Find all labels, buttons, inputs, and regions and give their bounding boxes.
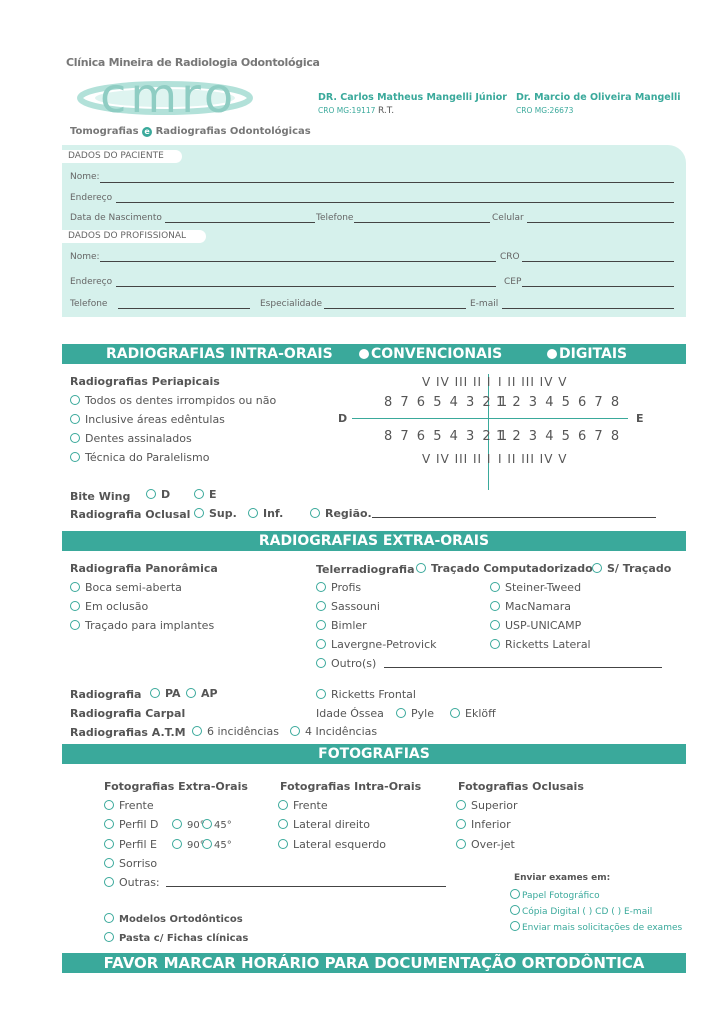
patient-section-tab: DADOS DO PACIENTE (62, 150, 182, 163)
pan-option-1[interactable] (70, 581, 182, 595)
fotos-extra-heading: Fotografias Extra-Orais (104, 780, 248, 793)
roman-right-top[interactable]: V IV III II I (422, 375, 492, 389)
oclusal-regiao-option[interactable] (310, 507, 372, 521)
intra-title: RADIOGRAFIAS INTRA-ORAIS (106, 346, 333, 362)
prof-email-field[interactable] (502, 308, 674, 309)
radio-icon (194, 508, 204, 518)
perfil-d-90-option[interactable] (172, 819, 205, 833)
radio-icon (104, 839, 114, 849)
option-label: Superior (471, 799, 518, 812)
carpal-label: Radiografia Carpal (70, 707, 186, 720)
option-label: D (161, 488, 171, 501)
option-label: Bimler (331, 619, 367, 632)
radio-icon (490, 639, 500, 649)
prof-cep-label: CEP (504, 277, 522, 287)
roman-left-top[interactable]: I II III IV V (498, 375, 568, 389)
patient-endereco-field[interactable] (116, 202, 674, 203)
pan-option-3[interactable] (70, 619, 214, 633)
option-label: Steiner-Tweed (505, 581, 582, 594)
clinic-name: Clínica Mineira de Radiologia Odontológica (66, 56, 320, 69)
perfil-e-45-option[interactable] (202, 839, 232, 853)
option-label: Sorriso (119, 857, 158, 870)
tele-left-3[interactable] (316, 619, 367, 633)
radio-icon (416, 563, 426, 573)
doctor-1-rt: R.T. (378, 106, 395, 116)
option-label: Enviar mais solicitações de exames (522, 923, 683, 933)
sem-tracado-option[interactable] (592, 562, 671, 576)
radio-icon (490, 620, 500, 630)
digitais-label: DIGITAIS (559, 346, 628, 362)
periapical-option-4[interactable] (70, 451, 209, 465)
doctor-1-name: DR. Carlos Matheus Mangelli Júnior (318, 92, 507, 103)
patient-nome-field[interactable] (100, 182, 674, 183)
option-label: Inferior (471, 818, 511, 831)
radio-icon (316, 582, 326, 592)
option-label: Outras: (119, 876, 160, 889)
perfil-e-90-option[interactable] (172, 839, 205, 853)
option-label: 6 incidências (207, 725, 279, 738)
option-label: Em oclusão (85, 600, 149, 613)
atm-6-option[interactable] (192, 725, 279, 739)
radio-icon (490, 582, 500, 592)
radio-icon (456, 839, 466, 849)
bitewing-d-option[interactable] (146, 488, 170, 502)
radio-icon (104, 913, 114, 923)
foto-perfil-e-option[interactable] (104, 838, 157, 852)
pasta-option[interactable] (104, 932, 248, 946)
logo-text-hidden (150, 80, 153, 81)
envio-mais-option[interactable] (510, 921, 682, 935)
doctor-2-name: Dr. Marcio de Oliveira Mangelli (516, 92, 681, 103)
radio-icon (316, 620, 326, 630)
footer-text: FAVOR MARCAR HORÁRIO PARA DOCUMENTAÇÃO ORTODÔNTICA (103, 954, 645, 972)
periapicais-heading: Radiografias Periapicais (70, 375, 220, 388)
patient-nome-label: Nome: (70, 172, 100, 182)
prof-endereco-field[interactable] (116, 286, 496, 287)
pyle-option[interactable] (396, 707, 434, 721)
prof-nome-label: Nome: (70, 252, 100, 262)
radio-icon (316, 601, 326, 611)
oclusal-sup-option[interactable] (194, 507, 237, 521)
atm-label: Radiografias A.T.M (70, 726, 186, 739)
radio-icon (70, 414, 80, 424)
eklof-option[interactable] (450, 707, 496, 721)
fotografias-bar (62, 744, 686, 764)
radio-icon (510, 905, 520, 915)
prof-especialidade-label: Especialidade (260, 299, 323, 309)
prof-email-label: E-mail (470, 299, 499, 309)
radiografia-label: Radiografia (70, 688, 142, 701)
option-label: 4 Incidências (305, 725, 378, 738)
tele-right-3[interactable] (490, 619, 581, 633)
tele-right-2[interactable] (490, 600, 571, 614)
radio-icon (278, 800, 288, 810)
oclusal-inf-option[interactable] (248, 507, 283, 521)
radio-icon (172, 839, 182, 849)
option-label: Over-jet (471, 838, 515, 851)
tele-right-4[interactable] (490, 638, 591, 652)
tagline-left: Tomografias (70, 126, 139, 137)
atm-4-option[interactable] (290, 725, 377, 739)
radio-icon (172, 819, 182, 829)
option-label: Modelos Ortodônticos (119, 914, 243, 925)
oclusal-label: Radiografia Oclusal (70, 508, 191, 521)
option-label: 45° (214, 840, 232, 851)
periapical-option-1[interactable] (70, 394, 276, 408)
option-label: Eklöff (465, 707, 496, 720)
intra-orais-bar (62, 344, 686, 364)
foto-perfil-d-option[interactable] (104, 818, 158, 832)
fotos-title: FOTOGRAFIAS (318, 746, 430, 762)
foto-frente-option[interactable] (104, 799, 154, 813)
outras-field[interactable] (166, 886, 446, 887)
option-label: Pyle (411, 707, 434, 720)
radio-icon (490, 601, 500, 611)
patient-nascimento-field[interactable] (165, 222, 315, 223)
bitewing-label: Bite Wing (70, 490, 131, 503)
radio-icon (202, 839, 212, 849)
envio-papel-option[interactable] (510, 889, 600, 903)
foto-outras-option[interactable] (104, 876, 160, 890)
option-label: Dentes assinalados (85, 432, 192, 445)
periapical-option-2[interactable] (70, 413, 225, 427)
teeth-right-bottom[interactable]: 8 7 6 5 4 3 2 1 (384, 429, 510, 444)
tagline-sep: e (142, 127, 152, 137)
periapical-option-3[interactable] (70, 432, 192, 446)
option-label: USP-UNICAMP (505, 619, 582, 632)
radio-icon (70, 452, 80, 462)
clinic-tagline (70, 126, 311, 137)
convencionais-dot[interactable] (359, 349, 369, 359)
option-label: Técnica do Paralelismo (85, 451, 210, 464)
extra-orais-bar (62, 531, 686, 551)
fotos-ocl-heading: Fotografias Oclusais (458, 780, 584, 793)
bitewing-e-option[interactable] (194, 488, 217, 502)
radio-icon (104, 858, 114, 868)
teeth-left-top[interactable]: 1 2 3 4 5 6 7 8 (496, 395, 622, 410)
telerradiografia-heading: Telerradiografia (316, 563, 415, 576)
prof-telefone-field[interactable] (118, 308, 250, 309)
radio-icon (456, 819, 466, 829)
header (0, 0, 728, 145)
option-label: 90° (187, 840, 205, 851)
regiao-field[interactable] (372, 517, 656, 518)
tele-left-2[interactable] (316, 600, 380, 614)
side-d-label: D (338, 412, 348, 425)
idade-ossea-label: Idade Óssea (316, 707, 384, 720)
roman-right-bottom[interactable]: V IV III II I (422, 452, 492, 466)
ap-option[interactable] (186, 687, 218, 701)
patient-endereco-label: Endereço (70, 193, 113, 203)
radio-icon (510, 921, 520, 931)
option-label: Traçado Computadorizado (431, 562, 593, 575)
radio-icon (70, 395, 80, 405)
option-label: Frente (293, 799, 328, 812)
option-label: Papel Fotográfico (522, 891, 600, 901)
radio-icon (104, 800, 114, 810)
radio-icon (248, 508, 258, 518)
convencionais-label: CONVENCIONAIS (371, 346, 503, 362)
radio-icon (316, 658, 326, 668)
radio-icon (146, 489, 156, 499)
radio-icon (70, 620, 80, 630)
option-label: Todos os dentes irrompidos ou não (85, 394, 277, 407)
digitais-dot[interactable] (547, 349, 557, 359)
option-label: Cópia Digital ( ) CD ( ) E-mail (522, 907, 653, 917)
option-label: Inclusive áreas edêntulas (85, 413, 225, 426)
radio-icon (456, 800, 466, 810)
option-label: Ricketts Lateral (505, 638, 591, 651)
option-label: Lateral direito (293, 818, 370, 831)
option-label: Pasta c/ Fichas clínicas (119, 933, 249, 944)
prof-cro-field[interactable] (522, 261, 674, 262)
teeth-right-top[interactable]: 8 7 6 5 4 3 2 1 (384, 395, 510, 410)
enviar-heading: Enviar exames em: (514, 873, 611, 883)
intra-foto-1[interactable] (278, 799, 328, 813)
patient-celular-field[interactable] (527, 222, 674, 223)
extra-title: RADIOGRAFIAS EXTRA-ORAIS (258, 533, 490, 549)
radio-icon (192, 726, 202, 736)
roman-left-bottom[interactable]: I II III IV V (498, 452, 568, 466)
ocl-foto-1[interactable] (456, 799, 518, 813)
option-label: Perfil D (119, 818, 159, 831)
radio-icon (316, 689, 326, 699)
professional-section-tab: DADOS DO PROFISSIONAL (62, 230, 206, 243)
intra-foto-3[interactable] (278, 838, 386, 852)
option-label: 90° (187, 820, 205, 831)
option-label: Boca semi-aberta (85, 581, 182, 594)
radio-icon (510, 889, 520, 899)
option-label: Traçado para implantes (85, 619, 215, 632)
ocl-foto-2[interactable] (456, 818, 511, 832)
radio-icon (310, 508, 320, 518)
doctor-2-cro: CRO MG:26673 (516, 106, 574, 115)
prof-especialidade-field[interactable] (324, 308, 466, 309)
svg-text:cmro: cmro (100, 68, 238, 124)
outros-field[interactable] (384, 667, 662, 668)
prof-telefone-label: Telefone (70, 299, 108, 309)
teeth-left-bottom[interactable]: 1 2 3 4 5 6 7 8 (496, 429, 622, 444)
option-label: Profis (331, 581, 362, 594)
radio-icon (104, 877, 114, 887)
option-label: Região. (325, 507, 372, 520)
option-label: Sup. (209, 507, 237, 520)
radio-icon (316, 639, 326, 649)
radio-icon (150, 688, 160, 698)
teeth-horizontal-divider (352, 418, 628, 419)
prof-nome-field[interactable] (100, 261, 496, 262)
prof-cro-label: CRO (500, 252, 520, 262)
cmro-logo (70, 66, 300, 126)
patient-celular-label: Celular (492, 213, 524, 223)
radio-icon (104, 932, 114, 942)
ocl-foto-3[interactable] (456, 838, 515, 852)
modelos-option[interactable] (104, 913, 243, 927)
option-label: Lateral esquerdo (293, 838, 387, 851)
tele-right-1[interactable] (490, 581, 581, 595)
intra-foto-2[interactable] (278, 818, 370, 832)
radio-icon (202, 819, 212, 829)
option-label: Inf. (263, 507, 284, 520)
radio-icon (194, 489, 204, 499)
doctor-1-cro: CRO MG:19117 (318, 106, 376, 115)
side-e-label: E (636, 412, 644, 425)
pan-option-2[interactable] (70, 600, 148, 614)
option-label: Perfil E (119, 838, 157, 851)
radio-icon (186, 688, 196, 698)
panoramica-heading: Radiografia Panorâmica (70, 562, 218, 575)
patient-nascimento-label: Data de Nascimento (70, 213, 162, 223)
option-label: Sassouni (331, 600, 380, 613)
patient-telefone-field[interactable] (354, 222, 490, 223)
tagline-right: Radiografias Odontológicas (155, 126, 311, 137)
tracado-comp-option[interactable] (416, 562, 593, 576)
fotos-intra-heading: Fotografias Intra-Orais (280, 780, 422, 793)
tele-left-5[interactable] (316, 657, 376, 671)
ricketts-frontal-option[interactable] (316, 688, 416, 702)
perfil-d-45-option[interactable] (202, 819, 232, 833)
option-label: Frente (119, 799, 154, 812)
radio-icon (70, 601, 80, 611)
tele-left-4[interactable] (316, 638, 436, 652)
pa-option[interactable] (150, 687, 181, 701)
option-label: MacNamara (505, 600, 571, 613)
option-label: 45° (214, 820, 232, 831)
radio-icon (70, 433, 80, 443)
radio-icon (104, 819, 114, 829)
option-label: E (209, 488, 217, 501)
option-label: Ricketts Frontal (331, 688, 416, 701)
option-label: AP (201, 687, 218, 700)
radio-icon (396, 708, 406, 718)
envio-copia-option[interactable] (510, 905, 652, 919)
option-label: Outro(s) (331, 657, 377, 670)
radio-icon (278, 819, 288, 829)
tele-left-1[interactable] (316, 581, 361, 595)
foto-sorriso-option[interactable] (104, 857, 157, 871)
prof-endereco-label: Endereço (70, 277, 113, 287)
radio-icon (290, 726, 300, 736)
radio-icon (450, 708, 460, 718)
patient-telefone-label: Telefone (316, 213, 354, 223)
option-label: Lavergne-Petrovick (331, 638, 437, 651)
option-label: PA (165, 687, 181, 700)
option-label: S/ Traçado (607, 562, 672, 575)
radio-icon (278, 839, 288, 849)
footer-bar (62, 953, 686, 973)
prof-cep-field[interactable] (522, 286, 674, 287)
radio-icon (70, 582, 80, 592)
radio-icon (592, 563, 602, 573)
